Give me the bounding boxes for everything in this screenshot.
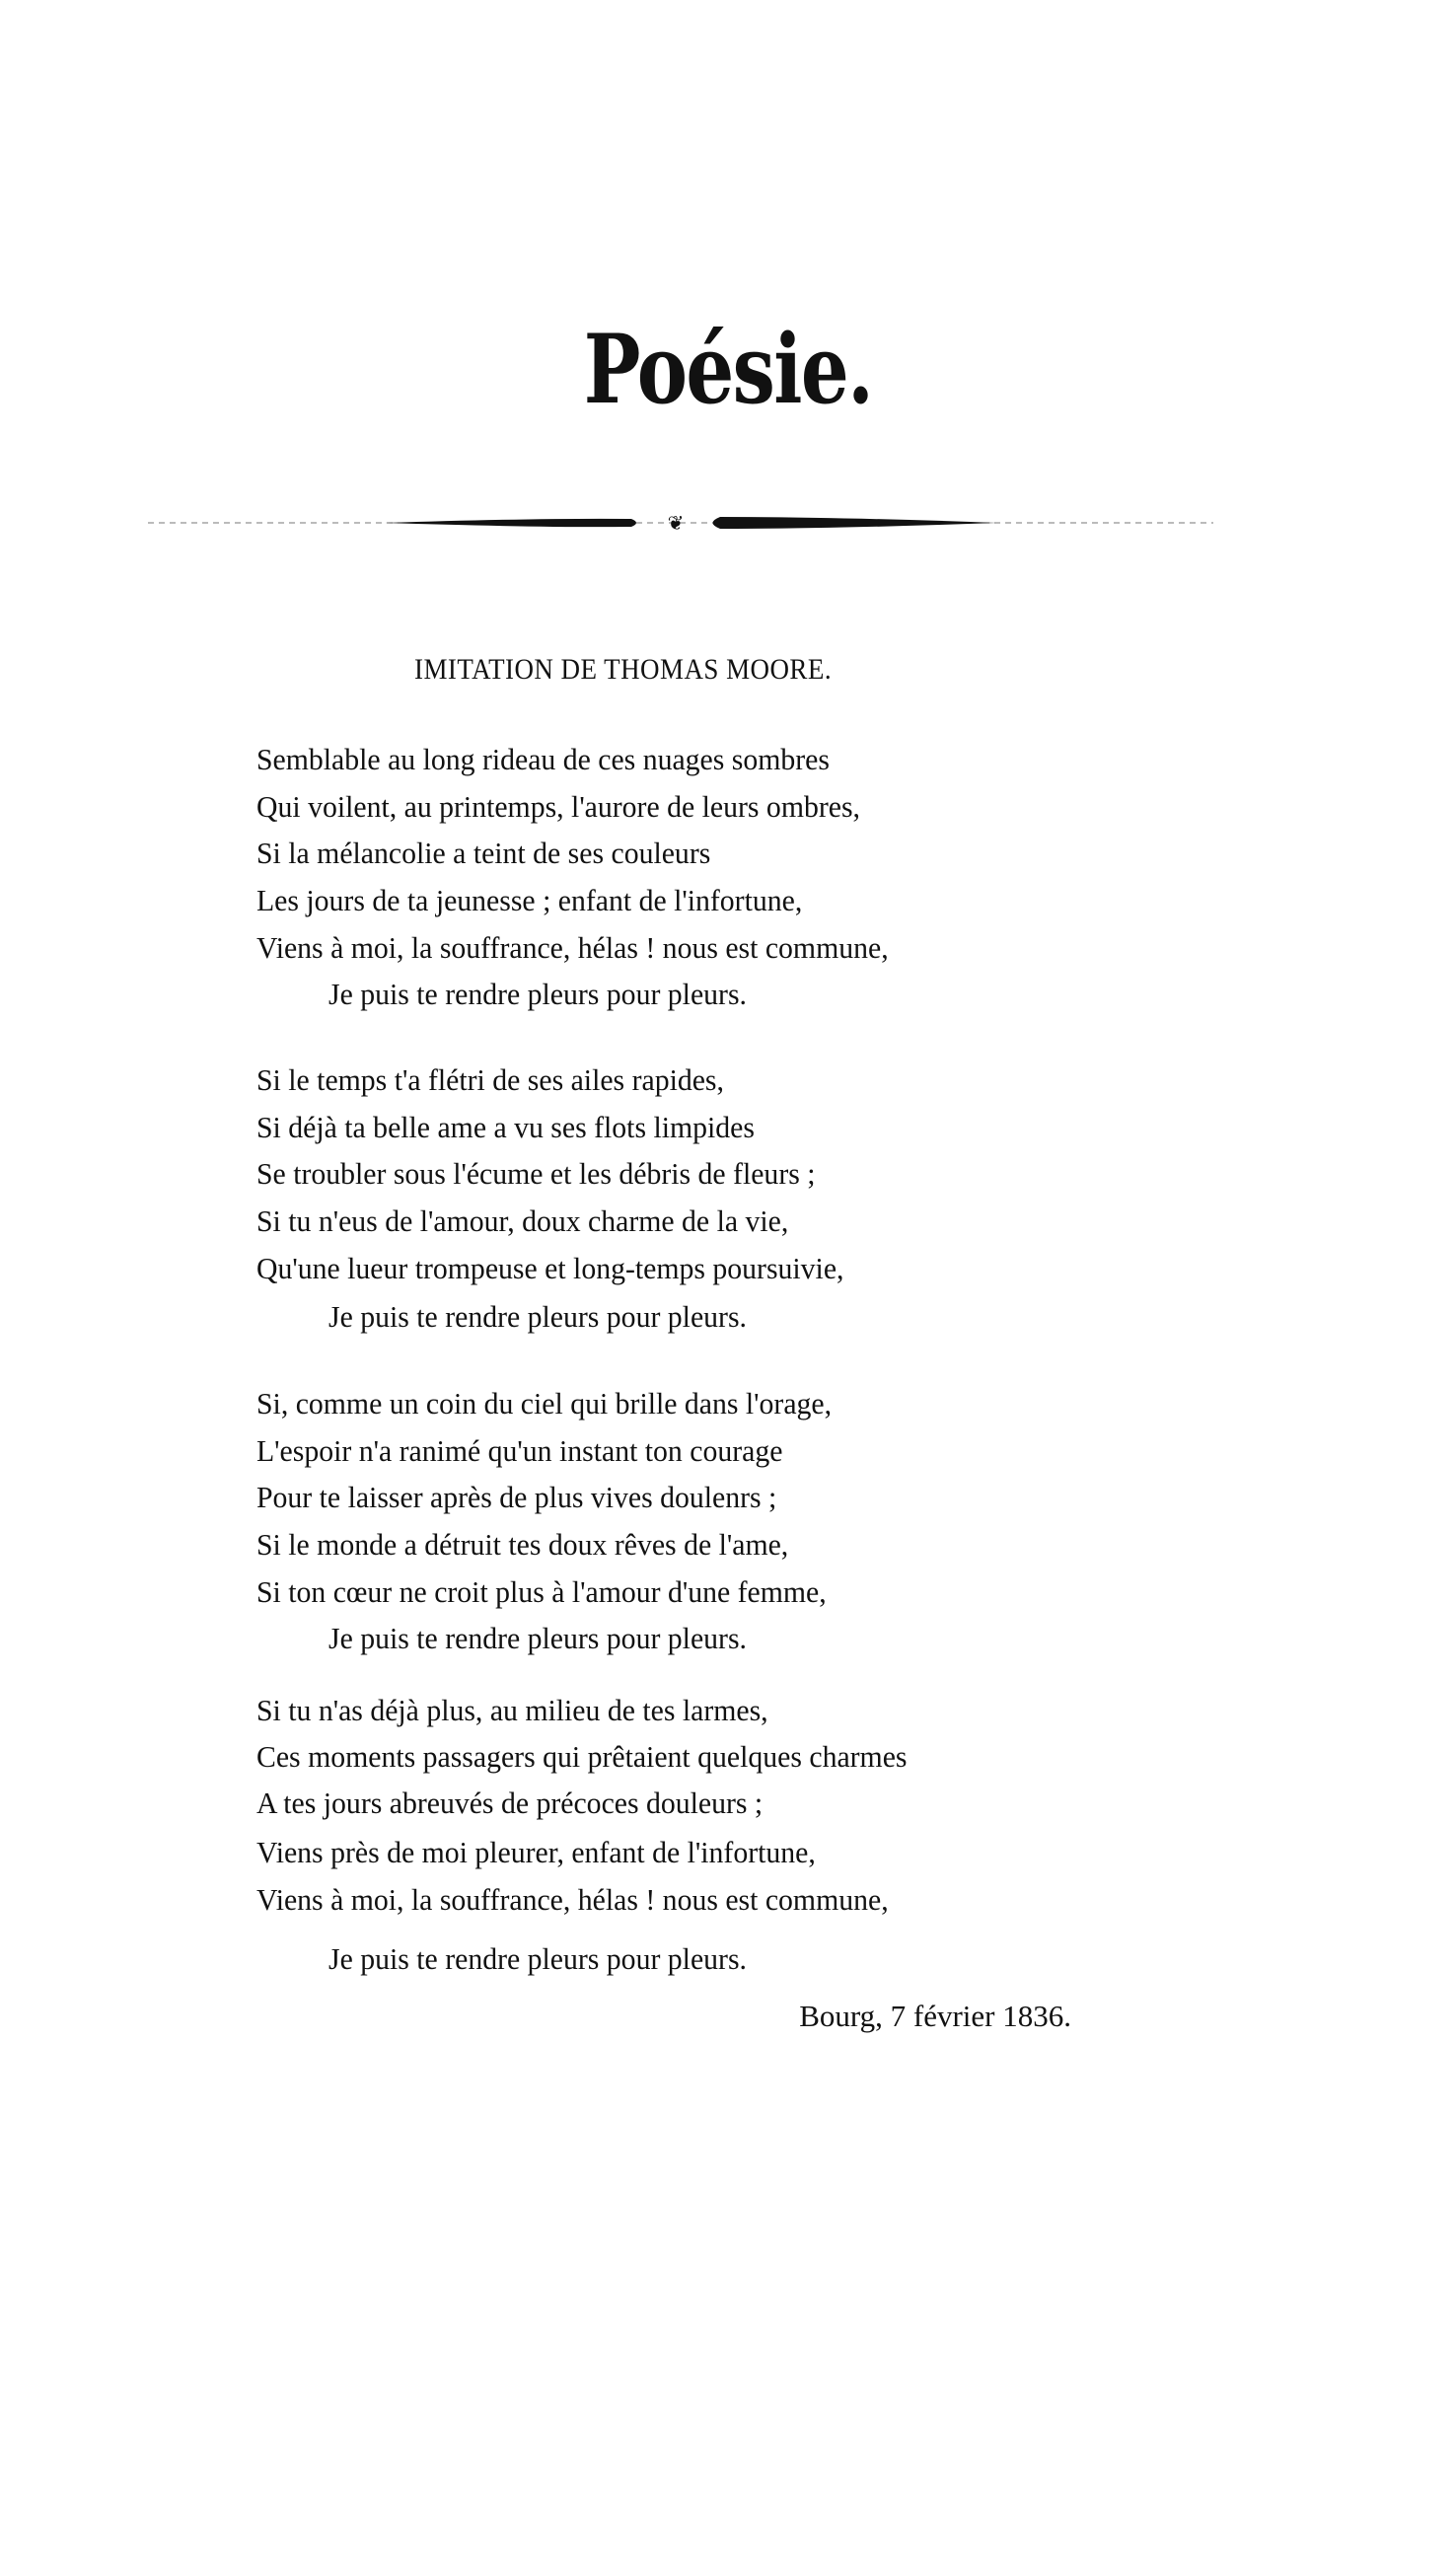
verse-line: Qu'une lueur trompeuse et long-temps poursuivie,	[256, 1251, 844, 1285]
refrain-line: Je puis te rendre pleurs pour pleurs.	[328, 1299, 747, 1334]
verse-line: Si le temps t'a flétri de ses ailes rapides,	[256, 1062, 724, 1097]
verse-line: Ces moments passagers qui prêtaient quelques charmes	[256, 1739, 908, 1774]
refrain-line: Je puis te rendre pleurs pour pleurs.	[328, 1941, 747, 1976]
verse-line: Si tu n'eus de l'amour, doux charme de la vie,	[256, 1203, 789, 1238]
verse-line: Les jours de ta jeunesse ; enfant de l'infortune,	[256, 883, 803, 917]
verse-line: Si déjà ta belle ame a vu ses flots limpides	[256, 1110, 755, 1144]
refrain-line: Je puis te rendre pleurs pour pleurs.	[328, 977, 747, 1011]
verse-line: Qui voilent, au printemps, l'aurore de leurs ombres,	[256, 789, 860, 824]
verse-line: Pour te laisser après de plus vives doulenrs ;	[256, 1480, 777, 1514]
verse-line: L'espoir n'a ranimé qu'un instant ton courage	[256, 1433, 783, 1468]
verse-line: Si tu n'as déjà plus, au milieu de tes larmes,	[256, 1693, 768, 1727]
poem-heading: IMITATION DE THOMAS MOORE.	[414, 653, 833, 686]
verse-line: Se troubler sous l'écume et les débris de fleurs ;	[256, 1156, 816, 1191]
verse-line: A tes jours abreuvés de précoces douleurs ;	[256, 1785, 764, 1820]
svg-text:❦: ❦	[667, 513, 685, 535]
page-title: Poésie.	[583, 314, 873, 425]
verse-line: Si la mélancolie a teint de ses couleurs	[256, 836, 711, 870]
verse-line: Viens à moi, la souffrance, hélas ! nous est commune,	[256, 1882, 889, 1917]
verse-line: Si ton cœur ne croit plus à l'amour d'une femme,	[256, 1574, 827, 1609]
verse-line: Si le monde a détruit tes doux rêves de l'ame,	[256, 1527, 789, 1562]
verse-line: Viens à moi, la souffrance, hélas ! nous est commune,	[256, 930, 889, 965]
verse-line: Viens près de moi pleurer, enfant de l'infortune,	[256, 1835, 816, 1869]
ornament-divider-icon	[148, 508, 1213, 538]
verse-line: Semblable au long rideau de ces nuages sombres	[256, 742, 830, 776]
signature-date: Bourg, 7 février 1836.	[799, 1999, 1071, 2033]
refrain-line: Je puis te rendre pleurs pour pleurs.	[328, 1621, 747, 1655]
verse-line: Si, comme un coin du ciel qui brille dans l'orage,	[256, 1386, 833, 1421]
